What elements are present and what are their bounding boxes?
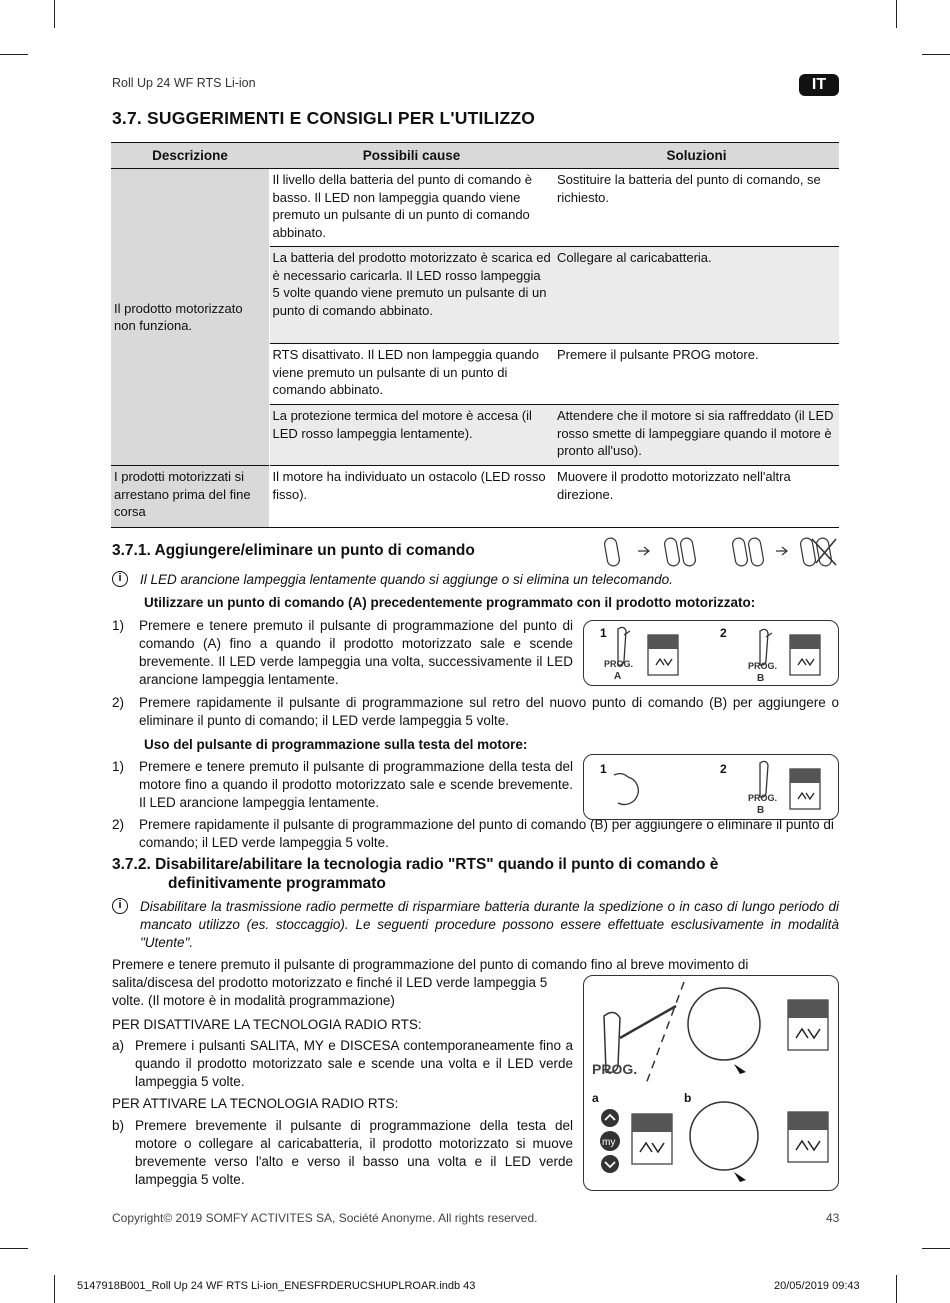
page-number: 43 xyxy=(826,1211,840,1225)
remote-label: A xyxy=(614,671,622,682)
divider-dashed xyxy=(646,982,684,1084)
shade-window-icon xyxy=(648,635,678,675)
table-row xyxy=(111,466,839,528)
remote-icon xyxy=(680,537,697,567)
figure-step-label: a xyxy=(592,1091,599,1105)
arrow-right-icon xyxy=(776,547,787,555)
table-cell-cause: RTS disattivato. Il LED non lampeggia quando viene premuto un pulsante di un punto di comando abbinato. xyxy=(269,344,554,405)
crop-mark xyxy=(922,54,950,55)
table-cell-description: Il prodotto motorizzato non funziona. xyxy=(111,169,269,466)
figure-step-number: 2 xyxy=(720,626,727,640)
info-icon: i xyxy=(112,571,128,587)
section-title: 3.7. SUGGERIMENTI E CONSIGLI PER L'UTILIZZO xyxy=(112,108,536,128)
step-text: Premere rapidamente il pulsante di programmazione sul retro del nuovo punto di comando (B) per aggiungere o eliminare il punto di comando; il LED verde lampeggia 5 volte. xyxy=(139,695,839,728)
motor-head-icon xyxy=(690,1102,758,1170)
figure-rts-toggle xyxy=(583,975,839,1191)
copyright: Copyright© 2019 SOMFY ACTIVITES SA, Société Anonyme. All rights reserved. xyxy=(112,1211,538,1225)
remote-label: B xyxy=(757,673,765,684)
table-cell-cause: La protezione termica del motore è accesa (il LED rosso lampeggia lentamente). xyxy=(269,405,554,466)
table-cell-solution: Sostituire la batteria del punto di comando, se richiesto. xyxy=(557,172,821,205)
subsection-title: 3.7.2. Disabilitare/abilitare la tecnologia radio "RTS" quando il punto di comando è xyxy=(112,856,719,873)
print-date: 20/05/2019 09:43 xyxy=(774,1280,860,1292)
prog-label: PROG. xyxy=(604,659,634,669)
intro-text: salita/discesa del prodotto motorizzato e finché il LED verde lampeggia 5 volte. (Il motore è in modalità programmazione) xyxy=(112,975,548,1008)
info-note-text: Il LED arancione lampeggia lentamente quando si aggiunge o si elimina un telecomando. xyxy=(140,572,673,587)
my-label: my xyxy=(602,1137,616,1148)
hand-pointer-icon xyxy=(734,1172,746,1182)
intro-text: Premere e tenere premuto il pulsante di programmazione del punto di comando fino al breve movimento di xyxy=(112,957,749,972)
down-button-icon xyxy=(601,1155,619,1173)
remote-icon xyxy=(760,761,768,797)
remote-icon xyxy=(760,629,768,665)
figure-step-number: 1 xyxy=(600,762,607,776)
print-slug: 5147918B001_Roll Up 24 WF RTS Li-ion_ENESFRDERUCSHUPLROAR.indb 43 xyxy=(77,1280,476,1292)
press-line xyxy=(620,1006,676,1038)
shade-window-icon xyxy=(788,1112,828,1162)
info-icon: i xyxy=(112,898,128,914)
remote-icon xyxy=(664,537,681,567)
motor-head-icon xyxy=(688,988,760,1060)
step-text: Premere e tenere premuto il pulsante di programmazione del punto di comando (A) fino a quando il prodotto motorizzato sale e scende brevemente. Il LED verde lampeggia una volta, successivamente il LED arancione lampeggia lentamente. xyxy=(139,618,573,687)
troubleshooting-table xyxy=(111,142,839,528)
step-text: Premere i pulsanti SALITA, MY e DISCESA contemporaneamente fino a quando il prodotto motorizzato sale e scende una volta e il LED verde lampeggia 5 volte. xyxy=(135,1038,573,1089)
crop-mark xyxy=(922,1248,950,1249)
prog-label: PROG. xyxy=(592,1061,638,1077)
column-header: Possibili cause xyxy=(269,143,554,169)
language-badge: IT xyxy=(799,74,839,96)
table-header-row xyxy=(111,143,839,169)
crop-mark xyxy=(0,1248,28,1249)
press-line xyxy=(766,633,772,637)
procedure-heading: PER DISATTIVARE LA TECNOLOGIA RADIO RTS: xyxy=(112,1017,422,1032)
procedure-heading: Uso del pulsante di programmazione sulla testa del motore: xyxy=(144,737,528,752)
table-cell-solution: Collegare al caricabatteria. xyxy=(554,247,839,344)
arrow-right-icon xyxy=(638,547,649,555)
prog-label: PROG. xyxy=(748,793,778,803)
product-name: Roll Up 24 WF RTS Li-ion xyxy=(112,76,256,90)
info-note xyxy=(112,571,839,589)
prog-label: PROG. xyxy=(748,661,778,671)
crop-mark xyxy=(896,0,897,28)
shade-window-icon xyxy=(790,769,820,809)
remote-icon xyxy=(732,537,749,567)
table-cell-cause: Il livello della batteria del punto di comando è basso. Il LED non lampeggia quando viene premuto un pulsante di un punto di comando abbinato. xyxy=(272,172,532,240)
step-number: 2) xyxy=(112,695,125,710)
table-cell-description: I prodotti motorizzati si arrestano prima del fine corsa xyxy=(111,466,269,528)
figure-motor-head-prog xyxy=(583,754,839,820)
figure-step-number: 2 xyxy=(720,762,727,776)
crop-mark xyxy=(54,1275,55,1303)
procedure-heading: Utilizzare un punto di comando (A) precedentemente programmato con il prodotto motorizzato: xyxy=(144,595,756,610)
step-number: 1) xyxy=(112,618,125,633)
shade-window-icon xyxy=(788,1000,828,1050)
figure-step-number: 1 xyxy=(600,626,607,640)
crop-mark xyxy=(0,54,28,55)
procedure-heading: PER ATTIVARE LA TECNOLOGIA RADIO RTS: xyxy=(112,1096,399,1111)
table-cell-cause: Il motore ha individuato un ostacolo (LED rosso fisso). xyxy=(269,466,554,528)
info-note-text: Disabilitare la trasmissione radio permette di risparmiare batteria durante la spedizione o in caso di lungo periodo di mancato utilizzo (es. stoccaggio). Le seguenti procedure possono essere effettuate esclusivamente in modalità "Utente". xyxy=(140,899,839,950)
table-cell-cause: La batteria del prodotto motorizzato è scarica ed è necessario caricarla. Il LED rosso lampeggia 5 volte quando viene premuto un pulsante di un punto di comando abbinato. xyxy=(269,247,554,344)
column-header: Descrizione xyxy=(111,143,269,169)
shade-window-icon xyxy=(790,635,820,675)
crop-mark xyxy=(54,0,55,28)
step-number: 2) xyxy=(112,817,125,832)
step-text: Premere brevemente il pulsante di programmazione della testa del motore o collegare al caricabatteria, il prodotto motorizzato si muove brevemente verso l'alto e verso il basso una volta e il LED verde lampeggia 5 volte. xyxy=(135,1118,573,1187)
step-text: Premere rapidamente il pulsante di programmazione del punto di comando (B) per aggiungere o eliminare il punto di comando; il LED verde lampeggia 5 volte. xyxy=(139,817,834,850)
step-text: Premere e tenere premuto il pulsante di programmazione della testa del motore fino a quando il prodotto motorizzato sale e scende brevemente. Il LED arancione lampeggia lentamente. xyxy=(139,759,573,810)
figure-step-label: b xyxy=(684,1091,692,1105)
remote-icon xyxy=(604,537,621,567)
motor-head-icon xyxy=(614,774,638,805)
subsection-title: 3.7.1. Aggiungere/eliminare un punto di comando xyxy=(112,542,475,559)
step-number: a) xyxy=(112,1038,125,1053)
step-number: b) xyxy=(112,1118,125,1133)
table-cell-solution: Premere il pulsante PROG motore. xyxy=(554,344,839,405)
step-number: 1) xyxy=(112,759,125,774)
table-cell-solution: Muovere il prodotto motorizzato nell'altra direzione. xyxy=(554,466,839,528)
press-line xyxy=(624,631,630,635)
table-row xyxy=(111,169,839,247)
remote-label: B xyxy=(757,805,765,816)
crop-mark xyxy=(896,1275,897,1303)
remote-icon xyxy=(748,537,765,567)
subsection-title-line2: definitivamente programmato xyxy=(168,875,386,892)
figure-add-remote xyxy=(583,620,839,686)
info-note xyxy=(112,898,839,952)
hand-pointer-icon xyxy=(734,1064,746,1074)
remote-sequence-illustration xyxy=(600,535,840,569)
table-cell-solution: Attendere che il motore si sia raffreddato (il LED rosso smette di lampeggiare quando il motore è pronto all'uso). xyxy=(554,405,839,466)
shade-window-icon xyxy=(632,1114,672,1164)
up-button-icon xyxy=(601,1109,619,1127)
column-header: Soluzioni xyxy=(554,143,839,169)
